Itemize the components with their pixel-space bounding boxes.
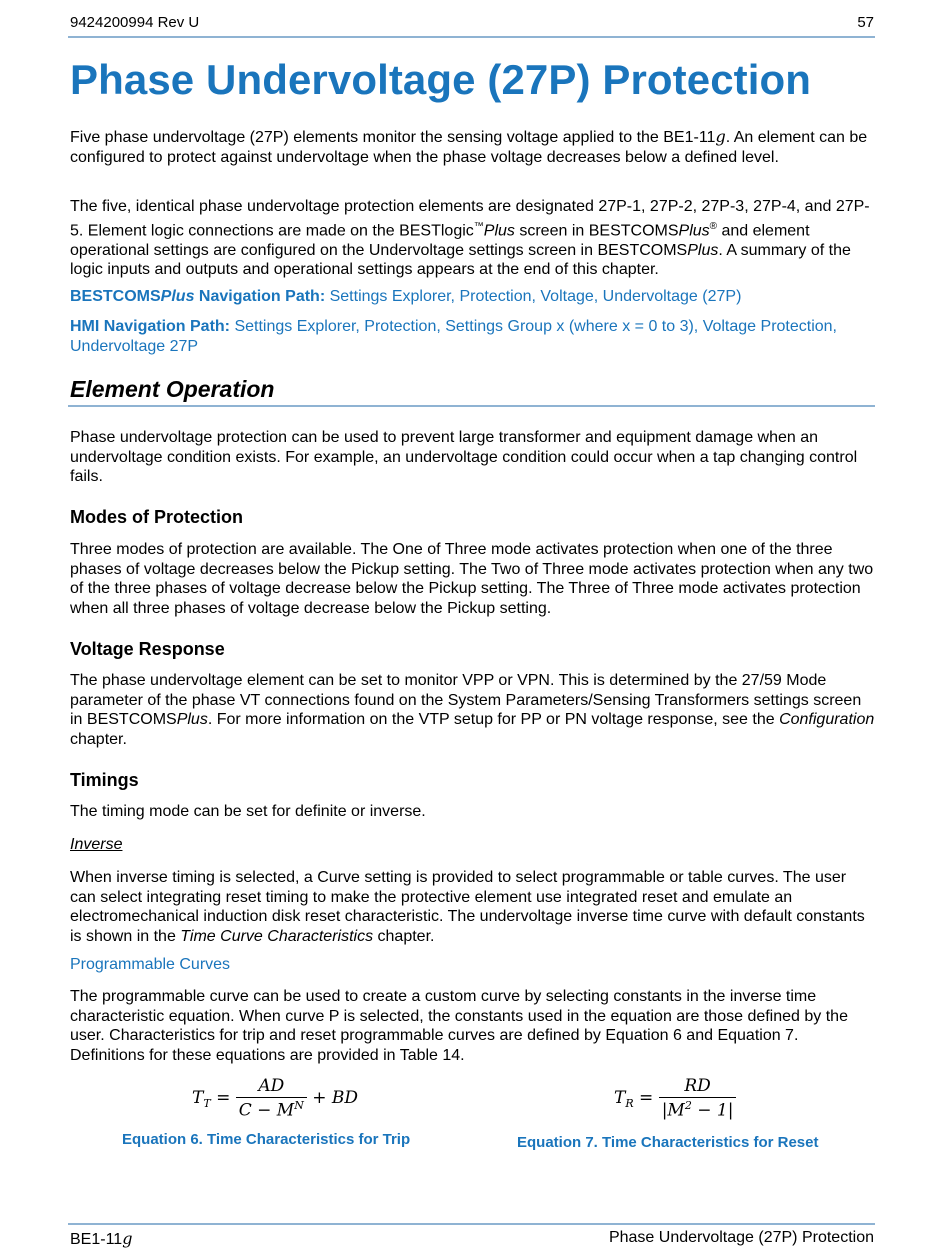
- section-heading: Element Operation: [70, 376, 275, 402]
- equation-7: $T_R$ = $\frac{RD}{|M^2 - 1|}$: [614, 1076, 736, 1121]
- intro-paragraph-2: The five, identical phase undervoltage protection elements are designated 27P-1, 27P-2, 27P-3, 27P-4, and 27P-5. Element logic connections are made on the BESTlogic™Plus screen in BESTCOMSPlus® and element operational settings are configured on the Undervoltage settings screen in BESTCOMSPlus. A summary of the logic inputs and outputs and operational settings appears at the end of this chapter.: [70, 198, 870, 279]
- bestcoms-navigation-path: BESTCOMSPlus Navigation Path: Settings Explorer, Protection, Voltage, Undervoltage (27P): [70, 288, 742, 305]
- programmable-curves-paragraph: The programmable curve can be used to create a custom curve by selecting constants in the inverse time characteristic equation. When curve P is selected, the constants used in the equation are those defined by the user. Characteristics for trip and reset programmable curves are defined by Equation 6 and Equation 7. Definitions for these equations are provided in Table 14.: [70, 988, 848, 1064]
- page-number: 57: [857, 14, 874, 31]
- page-header: [70, 14, 874, 36]
- modes-paragraph: Three modes of protection are available. The One of Three mode activates protection when one of the three phases of voltage decreases below the Pickup setting. The Two of Three mode activates protection when any two of the three phases of voltage decrease below the Pickup setting. The Three of Three mode activates protection when all three phases of voltage decrease below the Pickup setting.: [70, 541, 874, 617]
- equation-6: $T_T$ = $\frac{AD}{C - M^N}$ + BD: [192, 1076, 359, 1121]
- intro-paragraph-1: Five phase undervoltage (27P) elements monitor the sensing voltage applied to the BE1-11g. An element can be configured to protect against undervoltage when the phase voltage decreases below a defined level.: [70, 127, 868, 166]
- hmi-navigation-path: HMI Navigation Path: Settings Explorer, Protection, Settings Group x (where x = 0 to 3), Voltage Protection, Undervoltage 27P: [70, 318, 837, 355]
- modes-heading: Modes of Protection: [70, 507, 244, 527]
- footer-chapter-title: Phase Undervoltage (27P) Protection: [608, 1229, 874, 1246]
- footer-product: BE1-11g: [70, 1229, 133, 1248]
- header-rule: [68, 36, 875, 38]
- timings-heading: Timings: [70, 770, 139, 790]
- document-number: 9424200994 Rev U: [70, 14, 200, 31]
- equation-7-caption: Equation 7. Time Characteristics for Reset: [517, 1134, 819, 1151]
- section-intro-paragraph: Phase undervoltage protection can be used to prevent large transformer and equipment damage when an undervoltage condition exists. For example, an undervoltage condition could occur when a tap changing control fails.: [70, 429, 858, 486]
- programmable-curves-subheading: Programmable Curves: [70, 956, 231, 973]
- voltage-response-paragraph: The phase undervoltage element can be set to monitor VPP or VPN. This is determined by the 27/59 Mode parameter of the phase VT connections found on the System Parameters/Sensing Transformers settings screen in BESTCOMSPlus. For more information on the VTP setup for PP or PN voltage response, see the Configuration chapter.: [70, 672, 875, 748]
- inverse-paragraph: When inverse timing is selected, a Curve setting is provided to select programmable or table curves. The user can select integrating reset timing to make the protective element use integrated reset and emulate an electromechanical induction disk reset characteristic. The undervoltage inverse time curve with default constants is shown in the Time Curve Characteristics chapter.: [70, 869, 865, 945]
- page-title: Phase Undervoltage (27P) Protection: [70, 56, 812, 103]
- footer-rule: [68, 1223, 875, 1225]
- inverse-subheading: Inverse: [70, 836, 123, 853]
- voltage-response-heading: Voltage Response: [70, 639, 225, 659]
- equation-6-caption: Equation 6. Time Characteristics for Trip: [122, 1131, 411, 1148]
- timings-paragraph: The timing mode can be set for definite or inverse.: [70, 803, 426, 820]
- section-rule: [68, 405, 875, 407]
